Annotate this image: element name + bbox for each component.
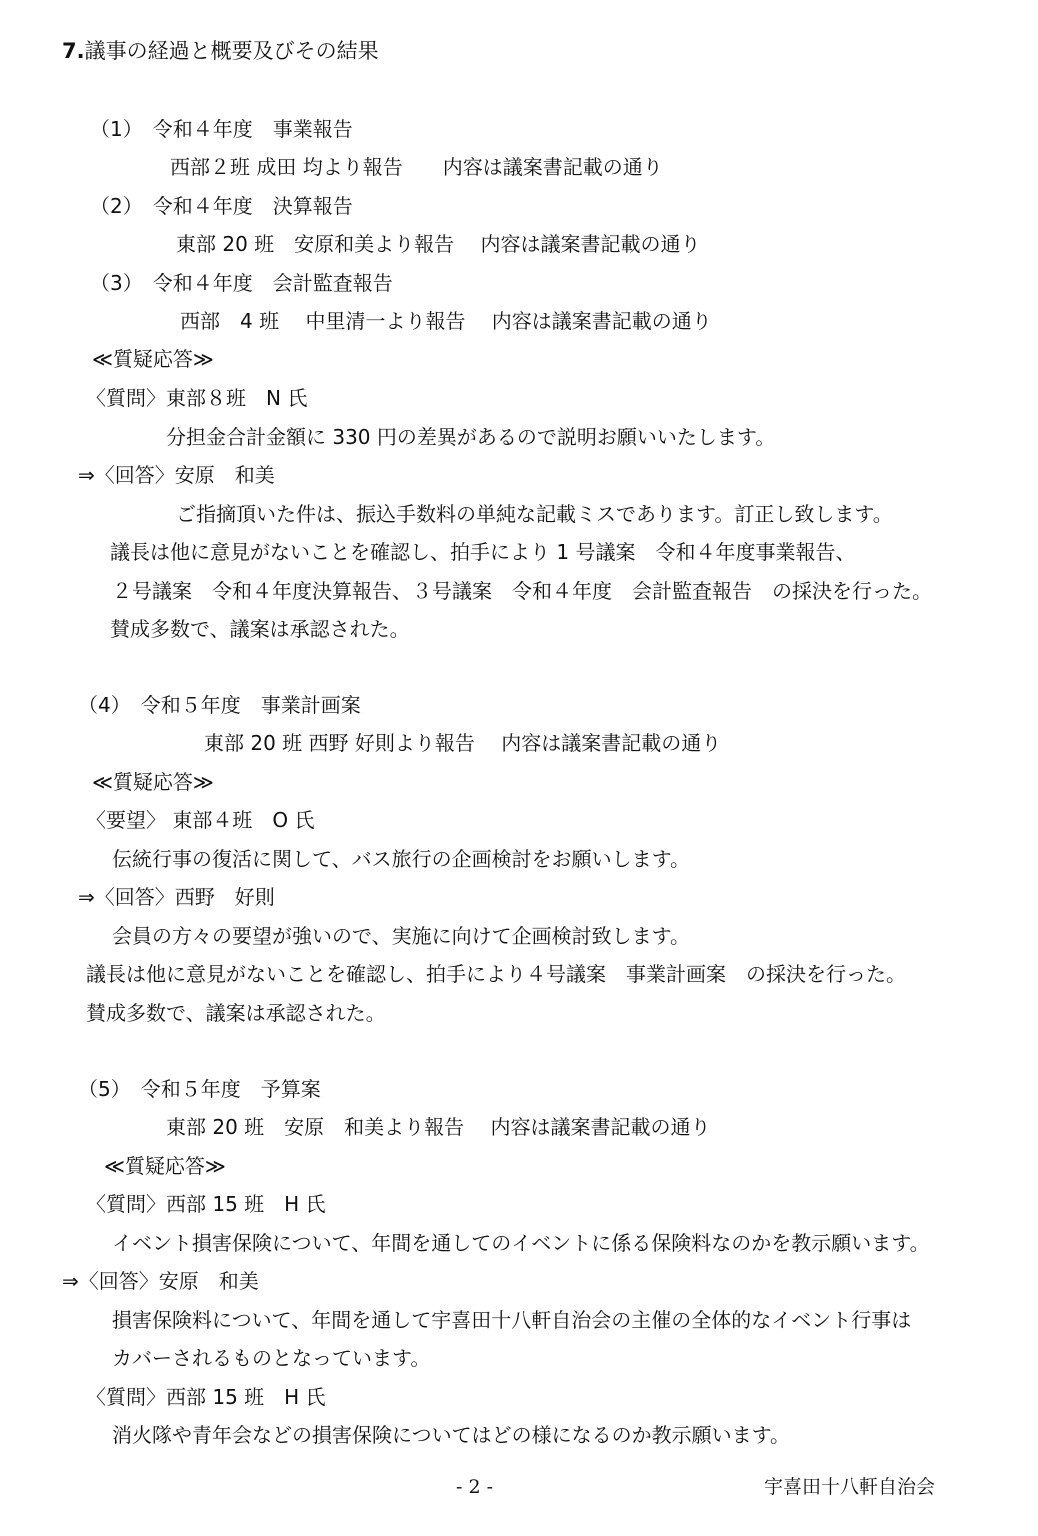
qa-heading: ≪質疑応答≫ — [104, 1154, 226, 1178]
page-number: - 2 - — [456, 1476, 494, 1498]
request-text: 伝統行事の復活に関して、バス旅行の企画検討をお願いします。 — [112, 847, 690, 871]
answer-text: ご指摘頂いた件は、振込手数料の単純な記載ミスであります。訂正し致します。 — [176, 502, 893, 526]
item-3-reporter: 西部 4 班 中里清一より報告 内容は議案書記載の通り — [180, 309, 712, 333]
answer-label: ⇒〈回答〉西野 好則 — [78, 885, 275, 909]
question-text: イベント損害保険について、年間を通してのイベントに係る保険料なのかを教示願います。 — [112, 1231, 930, 1255]
vote-text: ２号議案 令和４年度決算報告、３号議案 令和４年度 会計監査報告 の採決を行った。 — [112, 579, 932, 603]
answer-text: カバーされるものとなっています。 — [112, 1346, 431, 1370]
vote-result: 賛成多数で、議案は承認された。 — [86, 1001, 386, 1025]
item-1-reporter: 西部２班 成田 均より報告 内容は議案書記載の通り — [170, 155, 663, 179]
vote-text: 議長は他に意見がないことを確認し、拍手により４号議案 事業計画案 の採決を行った。 — [86, 962, 906, 986]
question-label: 〈質問〉東部８班 N 氏 — [86, 386, 308, 410]
item-3-heading: （3） 令和４年度 会計監査報告 — [90, 271, 393, 295]
answer-label: ⇒〈回答〉安原 和美 — [62, 1269, 259, 1293]
item-1-heading: （1） 令和４年度 事業報告 — [90, 117, 353, 141]
item-4-heading: （4） 令和５年度 事業計画案 — [78, 693, 361, 717]
item-2-reporter: 東部 20 班 安原和美より報告 内容は議案書記載の通り — [176, 232, 701, 256]
item-5-reporter: 東部 20 班 安原 和美より報告 内容は議案書記載の通り — [166, 1115, 711, 1139]
qa-heading: ≪質疑応答≫ — [92, 347, 214, 371]
answer-label: ⇒〈回答〉安原 和美 — [78, 463, 275, 487]
question-label: 〈質問〉西部 15 班 H 氏 — [86, 1192, 326, 1216]
question-text: 消火隊や青年会などの損害保険についてはどの様になるのか教示願います。 — [112, 1423, 790, 1447]
vote-text: 議長は他に意見がないことを確認し、拍手により 1 号議案 令和４年度事業報告、 — [110, 540, 856, 564]
qa-heading: ≪質疑応答≫ — [92, 770, 214, 794]
vote-result: 賛成多数で、議案は承認された。 — [110, 617, 410, 641]
question-text: 分担金合計金額に 330 円の差異があるので説明お願いいたします。 — [166, 425, 776, 449]
section-number: 7. — [62, 39, 85, 63]
item-5-heading: （5） 令和５年度 予算案 — [78, 1077, 321, 1101]
request-label: 〈要望〉 東部４班 O 氏 — [86, 808, 315, 832]
answer-text: 損害保険料について、年間を通して宇喜田十八軒自治会の主催の全体的なイベント行事は — [112, 1308, 912, 1332]
section-title-text: 議事の経過と概要及びその結果 — [84, 39, 379, 63]
question-label: 〈質問〉西部 15 班 H 氏 — [86, 1385, 326, 1409]
section-title — [62, 38, 379, 64]
item-2-heading: （2） 令和４年度 決算報告 — [90, 194, 353, 218]
answer-text: 会員の方々の要望が強いので、実施に向けて企画検討致します。 — [112, 924, 690, 948]
item-4-reporter: 東部 20 班 西野 好則より報告 内容は議案書記載の通り — [204, 731, 722, 755]
organization-name: 宇喜田十八軒自治会 — [764, 1476, 936, 1498]
